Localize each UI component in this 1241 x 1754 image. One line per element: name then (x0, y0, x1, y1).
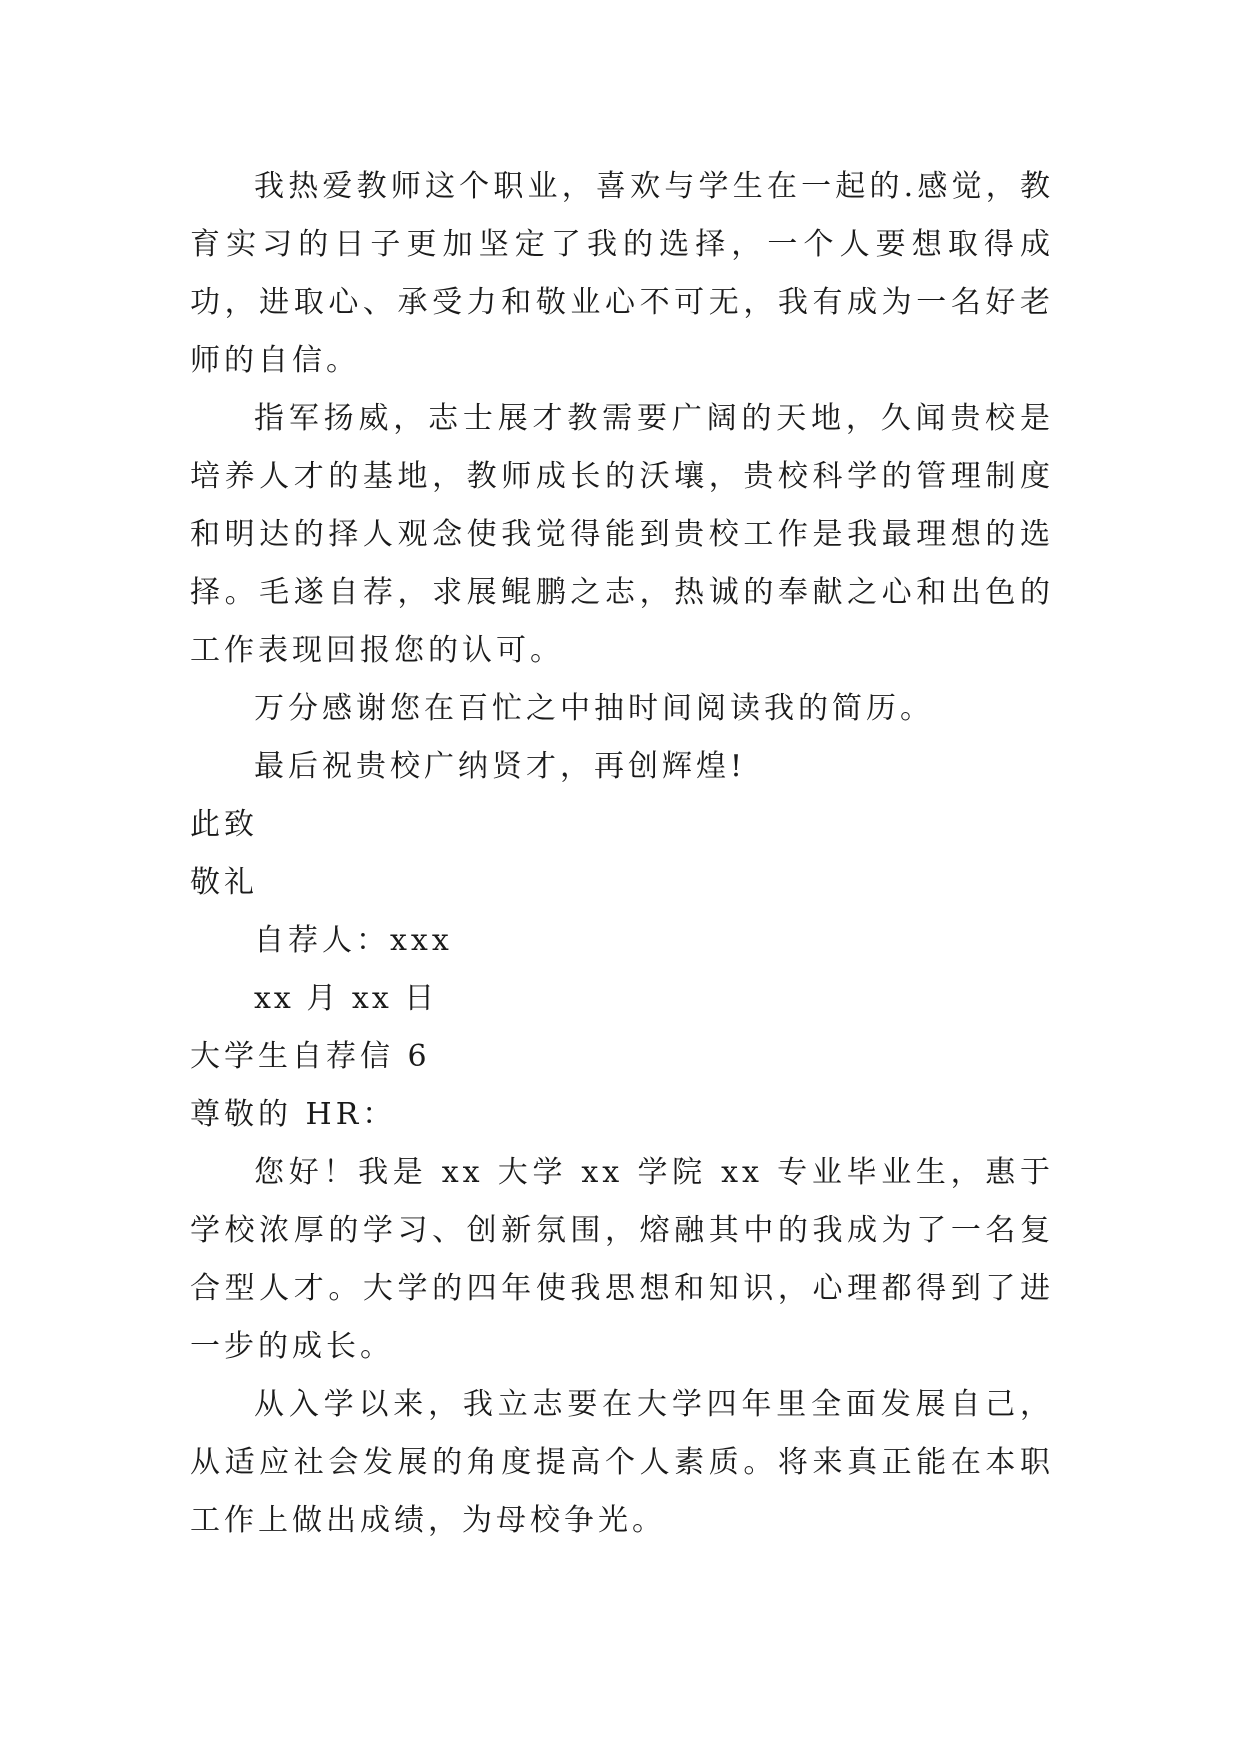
letter-date: xx 月 xx 日 (254, 981, 438, 1016)
signature: 自荐人：xxx (254, 923, 453, 958)
document-body (190, 158, 1054, 1550)
salutation: 尊敬的 HR： (190, 1097, 397, 1132)
closing-cizhi: 此致 (190, 807, 258, 842)
paragraph-greeting: 您好！我是 xx 大学 xx 学院 xx 专业毕业生，惠于学校浓厚的学习、创新氛围，熔融其中的我成为了一名复合型人才。大学的四年使我思想和知识，心理都得到了进一步的成长。 (190, 1155, 1054, 1364)
letter-title: 大学生自荐信 6 (190, 1039, 431, 1074)
paragraph-career-love: 我热爱教师这个职业，喜欢与学生在一起的.感觉，教育实习的日子更加坚定了我的选择，一个人要想取得成功，进取心、承受力和敬业心不可无，我有成为一名好老师的自信。 (190, 169, 1054, 378)
paragraph-thanks: 万分感谢您在百忙之中抽时间阅读我的简历。 (254, 691, 934, 726)
paragraph-wishes: 最后祝贵校广纳贤才，再创辉煌! (254, 749, 747, 784)
closing-jingli: 敬礼 (190, 865, 258, 900)
paragraph-school-praise: 指军扬威，志士展才教需要广阔的天地，久闻贵校是培养人才的基地，教师成长的沃壤，贵校科学的管理制度和明达的择人观念使我觉得能到贵校工作是我最理想的选择。毛遂自荐，求展鲲鹏之志，热诚的奉献之心和出色的工作表现回报您的认可。 (190, 401, 1054, 668)
paragraph-goals: 从入学以来，我立志要在大学四年里全面发展自己，从适应社会发展的角度提高个人素质。将来真正能在本职工作上做出成绩，为母校争光。 (190, 1387, 1054, 1538)
